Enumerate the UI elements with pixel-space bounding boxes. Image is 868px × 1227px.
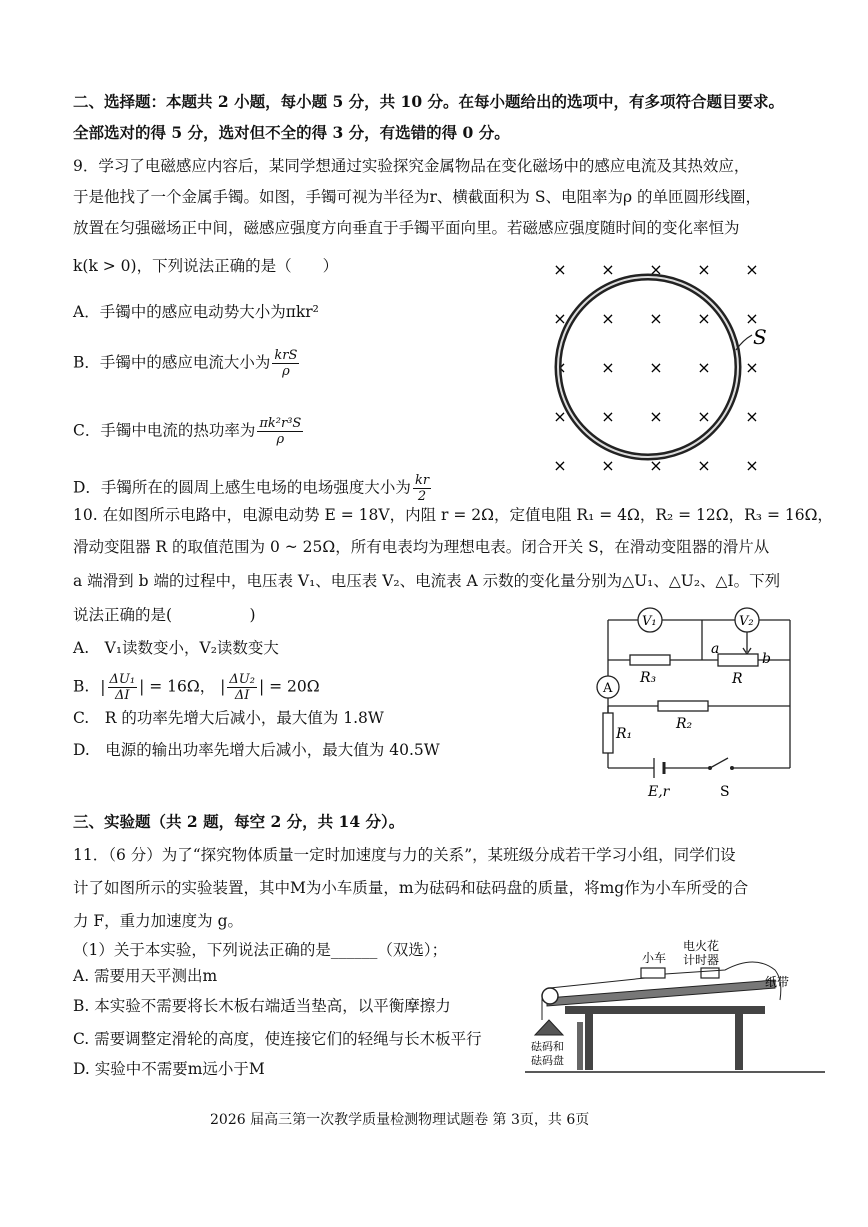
cart bbox=[641, 968, 665, 978]
q9-option-b-text: B．手镯中的感应电流大小为 bbox=[73, 353, 271, 372]
q9-option-d-text: D．手镯所在的圆周上感生电场的电场强度大小为 bbox=[73, 478, 411, 497]
q10-stem-line2: 滑动变阻器 R 的取值范围为 0 ~ 25Ω，所有电表均为理想电表。闭合开关 S，在滑动变阻器的滑片从 bbox=[73, 538, 770, 556]
q9-stem-line2: 于是他找了一个金属手镯。如图，手镯可视为半径为r、横截面积为 S、电阻率为ρ 的单匝圆形线圈， bbox=[73, 188, 761, 206]
long-board bbox=[547, 980, 775, 1006]
circuit-r3-label: R₃ bbox=[640, 670, 657, 686]
q9-stem-line1: 9．学习了电磁感应内容后，某同学想通过实验探究金属物品在变化磁场中的感应电流及其热效应， bbox=[73, 157, 750, 175]
q11-stem-line3: 力 F，重力加速度为 g。 bbox=[73, 912, 244, 930]
q9-option-c-fraction bbox=[257, 416, 303, 447]
circuit-v1-label: V₁ bbox=[642, 614, 657, 629]
table-leg-right bbox=[735, 1014, 743, 1070]
string bbox=[550, 978, 645, 988]
q9-option-b-numerator: krS bbox=[274, 348, 298, 363]
q10-option-b-prefix: B. bbox=[73, 677, 90, 696]
field-cross: × bbox=[697, 260, 711, 279]
ring-s-label: S bbox=[753, 325, 767, 349]
field-cross: × bbox=[553, 260, 567, 279]
q11-option-d: D. 实验中不需要m远小于M bbox=[73, 1060, 265, 1078]
q10-option-b-frac1-num: ΔU₁ bbox=[109, 672, 136, 687]
field-cross: × bbox=[553, 456, 567, 475]
q9-stem-line3: 放置在匀强磁场正中间，磁感应强度方向垂直于手镯平面向里。若磁感应强度随时间的变化率恒为 bbox=[73, 219, 740, 237]
q11-sub1: （1）关于本实验，下列说法正确的是______（双选）； bbox=[73, 941, 448, 959]
q9-magnetic-field-figure bbox=[540, 255, 810, 480]
field-cross: × bbox=[697, 407, 711, 426]
field-cross: × bbox=[745, 260, 759, 279]
q9-option-d bbox=[73, 473, 433, 504]
q10-option-b-value1: = 16Ω， bbox=[149, 677, 216, 696]
field-cross: × bbox=[553, 309, 567, 328]
field-cross: × bbox=[745, 358, 759, 377]
field-cross: × bbox=[649, 456, 663, 475]
bracelet-ring-inner bbox=[558, 277, 738, 457]
field-cross: × bbox=[745, 309, 759, 328]
circuit-b-end-label: b bbox=[762, 651, 771, 667]
section3-header: 三、实验题（共 2 题，每空 2 分，共 14 分）。 bbox=[73, 812, 405, 831]
q11-option-a: A. 需要用天平测出m bbox=[73, 967, 218, 985]
q9-option-d-fraction bbox=[413, 473, 431, 504]
ring-s-leader bbox=[736, 335, 752, 350]
q11-stem-line2: 计了如图所示的实验装置，其中M为小车质量，m为砝码和砝码盘的质量，将mg作为小车所受的合 bbox=[73, 879, 749, 897]
q9-option-b bbox=[73, 348, 301, 379]
weight-label-line2: 砝码盘 bbox=[531, 1054, 564, 1067]
timer-label-line2: 计时器 bbox=[683, 953, 720, 967]
q9-option-d-numerator: kr bbox=[414, 473, 430, 488]
q9-option-b-fraction bbox=[272, 348, 299, 379]
circuit-a-label: A bbox=[603, 681, 613, 696]
q9-option-c bbox=[73, 416, 305, 447]
circuit-switch-label: S bbox=[720, 784, 730, 800]
field-cross: × bbox=[649, 407, 663, 426]
field-cross: × bbox=[553, 358, 567, 377]
q9-stem-line4: k(k > 0)，下列说法正确的是（ ） bbox=[73, 257, 339, 275]
q9-option-c-numerator: πk²r³S bbox=[259, 416, 302, 431]
field-cross: × bbox=[601, 407, 615, 426]
field-cross: × bbox=[649, 309, 663, 328]
field-cross: × bbox=[697, 456, 711, 475]
field-cross: × bbox=[697, 309, 711, 328]
q9-option-c-text: C．手镯中电流的热功率为 bbox=[73, 421, 256, 440]
q11-option-c: C. 需要调整定滑轮的高度，使连接它们的轻绳与长木板平行 bbox=[73, 1030, 482, 1048]
spark-timer bbox=[701, 968, 719, 978]
field-cross: × bbox=[601, 260, 615, 279]
weight-pan bbox=[535, 1020, 563, 1035]
table-leg-left bbox=[585, 1014, 593, 1070]
tape-label: 纸带 bbox=[765, 975, 790, 989]
field-cross: × bbox=[601, 309, 615, 328]
page-footer: 2026 届高三第一次教学质量检测物理试题卷 第 3页，共 6页 bbox=[210, 1112, 590, 1128]
circuit-v2-label: V₂ bbox=[739, 614, 754, 629]
q9-option-a: A．手镯中的感应电动势大小为πkr² bbox=[73, 303, 319, 321]
magnetic-field-crosses bbox=[553, 260, 758, 475]
q10-option-b-frac2-den: ΔI bbox=[234, 688, 250, 703]
field-cross: × bbox=[649, 358, 663, 377]
q9-option-d-denominator: 2 bbox=[417, 489, 427, 504]
q10-option-b-frac1-den: ΔI bbox=[115, 688, 130, 703]
section2-header-line2: 全部选对的得 5 分，选对但不全的得 3 分，有选错的得 0 分。 bbox=[73, 123, 510, 142]
timer-label-line1: 电火花 bbox=[683, 939, 720, 953]
pulley bbox=[542, 988, 558, 1004]
cart-label: 小车 bbox=[642, 951, 667, 965]
q10-stem-line4: 说法正确的是( ) bbox=[73, 606, 256, 624]
q10-stem-line1: 10. 在如图所示电路中，电源电动势 E = 18V，内阻 r = 2Ω，定值电阻 R₁ = 4Ω，R₂ = 12Ω，R₃ = 16Ω， bbox=[73, 506, 833, 524]
q10-stem-line3: a 端滑到 b 端的过程中，电压表 V₁、电压表 V₂、电流表 A 示数的变化量分别为△U₁、△U₂、△I。下列 bbox=[73, 572, 781, 590]
field-cross: × bbox=[601, 456, 615, 475]
field-cross: × bbox=[601, 358, 615, 377]
table-top bbox=[565, 1006, 765, 1014]
q9-option-c-denominator: ρ bbox=[276, 432, 285, 447]
section2-header-line1: 二、选择题：本题共 2 小题，每小题 5 分，共 10 分。在每小题给出的选项中，有多项符合题目要求。 bbox=[73, 92, 785, 111]
weight-label-line1: 砝码和 bbox=[531, 1040, 564, 1053]
q10-option-b-frac2-num: ΔU₂ bbox=[229, 672, 255, 687]
field-cross: × bbox=[697, 358, 711, 377]
q10-circuit-diagram bbox=[590, 600, 810, 800]
field-cross: × bbox=[649, 260, 663, 279]
q11-option-b: B. 本实验不需要将长木板右端适当垫高，以平衡摩擦力 bbox=[73, 997, 451, 1015]
q10-option-b-value2: = 20Ω bbox=[269, 677, 320, 696]
circuit-er-label: E,r bbox=[648, 784, 670, 800]
q11-apparatus-figure bbox=[525, 940, 825, 1080]
q10-option-b: B. | $\frac{\text{ΔU₁}}{\Delta I}$ | = 16Ω， | $\frac{\text{ΔU₂}}{\Delta I}$ | = 20Ω bbox=[73, 672, 320, 703]
circuit-r2-label: R₂ bbox=[676, 716, 693, 732]
q10-option-d: D. 电源的输出功率先增大后减小，最大值为 40.5W bbox=[73, 741, 440, 759]
q10-option-c: C. R 的功率先增大后减小，最大值为 1.8W bbox=[73, 709, 384, 727]
q10-option-a: A. V₁读数变小，V₂读数变大 bbox=[73, 639, 279, 657]
circuit-r-label: R bbox=[732, 671, 743, 687]
q11-stem-line1: 11．（6 分）为了“探究物体质量一定时加速度与力的关系”，某班级分成若干学习小组，同学们设 bbox=[73, 846, 736, 864]
circuit-r1-label: R₁ bbox=[616, 726, 633, 742]
q9-option-b-denominator: ρ bbox=[282, 364, 290, 379]
field-cross: × bbox=[745, 456, 759, 475]
circuit-a-end-label: a bbox=[711, 641, 720, 657]
field-cross: × bbox=[553, 407, 567, 426]
field-cross: × bbox=[745, 407, 759, 426]
